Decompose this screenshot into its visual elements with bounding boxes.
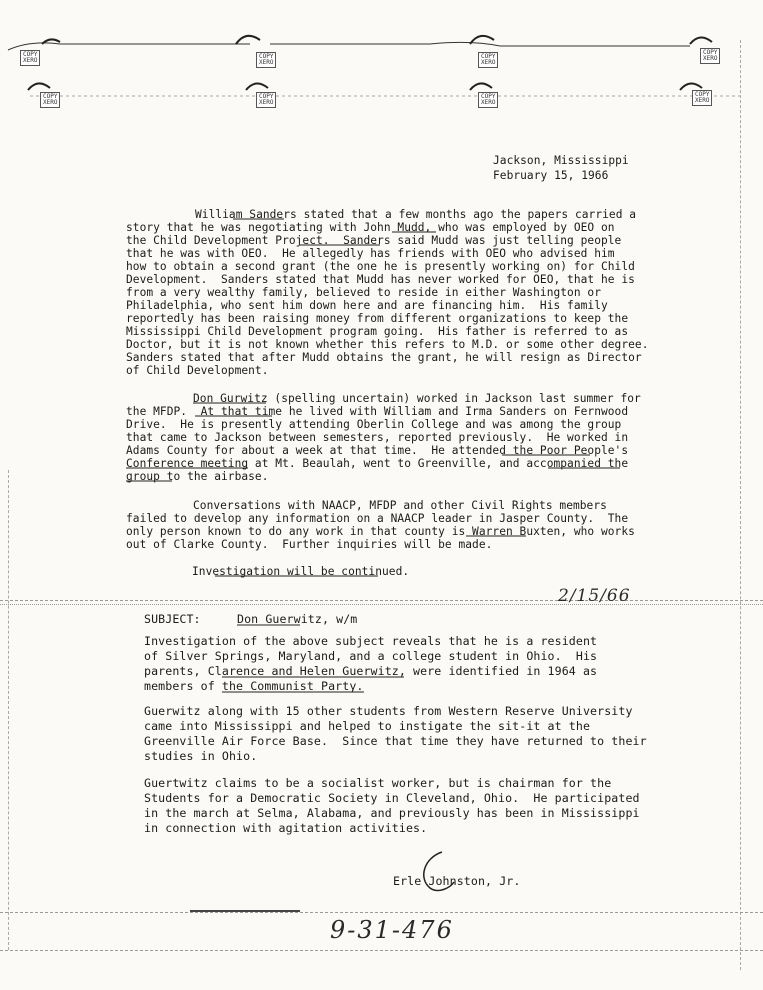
subject-value: Don Guerwitz, w/m (237, 612, 358, 626)
copy-stamp: COPY XERO (700, 48, 720, 64)
memo-underlines (0, 600, 763, 700)
dash-mark (190, 910, 300, 912)
copy-stamp: COPY XERO (478, 92, 498, 108)
letter-place: Jackson, Mississippi (493, 154, 629, 167)
signature: Erle Johnston, Jr. (393, 874, 521, 888)
handwritten-date: 2/15/66 (558, 586, 631, 606)
copy-stamp: COPY XERO (478, 52, 498, 68)
subject-label: SUBJECT: (144, 612, 201, 626)
document-page: COPY XERO COPY XERO COPY XERO COPY XERO COPY XERO COPY XERO COPY XERO COPY XERO Jackson, Mississippi February 15, 1966 William Sanders stated that a few months ago the papers carried a story that he was negotiating with John Mudd, who was employed by OEO on the Child Development Project. Sanders said Mudd was just telling people that he was with OEO. He allegedly has friends with OEO who advised him how to obtain a second grant (the one he is presently working on) for Child Development. Sanders stated that Mudd has never worked for OEO, that he is from a very wealthy family, believed to reside in either Washington or Philadelphia, who sent him down here and are financing him. His family reportedly has been raising money from different organizations to keep the Mississippi Child Development program going. His father is referred to as Doctor, but it is not known whether this refers to M.D. or some other degree. Sanders stated that after Mudd obtains the grant, he will resign as Director of Child Development. Don Gurwitz (spelling uncertain) worked in Jackson last summer for the MFDP. At that time he lived with William and Irma Sanders on Fernwood Drive. He is presently attending Oberlin College and was among the group that came to Jackson between semesters, reported previously. He worked in Adams County for about a week at that time. He attended the Poor People's Conference meeting at Mt. Beaulah, went to Greenville, and accompanied the group to the airbase. Conversations with NAACP, MFDP and other Civil Rights members failed to develop any information on a NAACP leader in Jasper County. The only person known to do any work in that county is Warren Buxten, who works out of Clarke County. Further inquiries will be made. Investigation will be continued. 2/15/66 SUBJECT: Don Guerwitz, w/m Investigation of the above subject reveals that he is a resident of Silver Springs, Maryland, and a college student in Ohio. His parents, Clarence and Helen Guerwitz, were identified in 1964 as members of the Communist Party. Guerwitz along with 15 other students from Western Reserve University came into Mississippi and helped to instigate the sit-it at the Greenville Air Force Base. Since that time they have returned to their studies in Ohio. Guertwitz claims to be a socialist worker, but is chairman for the Students for a Democratic Society in Cleveland, Ohio. He participated in the march at Selma, Alabama, and previously has been in Mississippi in connection with agitation activities. Erle Johnston, Jr. 9-31-476 (0, 0, 763, 990)
footer-divider (0, 912, 763, 913)
copy-stamp: COPY XERO (256, 52, 276, 68)
copy-stamp: COPY XERO (256, 92, 276, 108)
copy-stamp: COPY XERO (40, 92, 60, 108)
copy-stamp: COPY XERO (692, 90, 712, 106)
file-number: 9-31-476 (330, 916, 454, 944)
signature-flourish (410, 848, 470, 898)
footer-divider (0, 950, 763, 951)
letter-date: February 15, 1966 (493, 169, 609, 182)
copy-stamp: COPY XERO (20, 50, 40, 66)
letter-closing: Investigation will be continued. (192, 565, 410, 578)
